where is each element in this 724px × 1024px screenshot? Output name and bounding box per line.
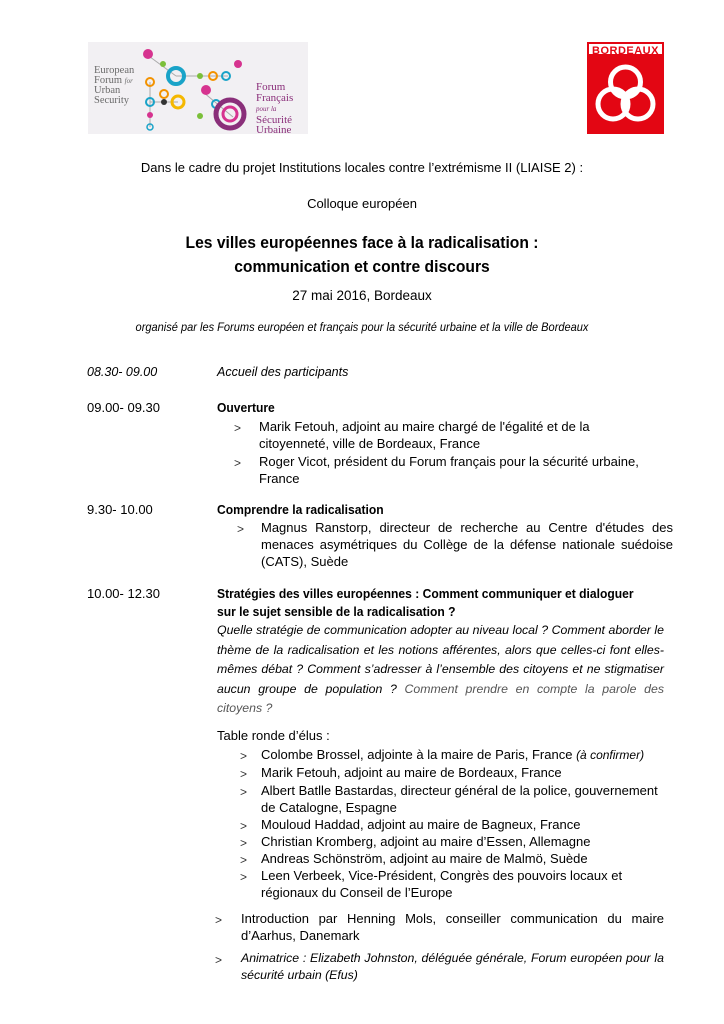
efus-logo xyxy=(88,42,308,134)
session3-speaker1: Magnus Ranstorp, directeur de recherche au Centre d'études des menaces asymétriques du Collège de la défense nationale suédoise (CATS), Suède xyxy=(261,520,673,569)
elu-item-7: Leen Verbeek, Vice-Président, Congrès des pouvoirs locaux et régionaux du Conseil de l’Europe xyxy=(261,868,623,900)
elu-1-text: Colombe Brossel, adjointe à la maire de Paris, France xyxy=(261,747,573,762)
bullet-icon: > xyxy=(234,456,242,470)
session4-label-line1: Stratégies des villes européennes : Comment communiquer et dialoguer xyxy=(217,586,634,601)
efus-en-line1: European xyxy=(94,65,135,76)
moderator-item: Animatrice : Elizabeth Johnston, déléguée générale, Forum européen pour la sécurité urbain (Efus) xyxy=(241,951,664,982)
session4-label-line2: sur le sujet sensible de la radicalisation ? xyxy=(217,604,456,619)
elu-item-2: Marik Fetouh, adjoint au maire de Bordeaux, France xyxy=(261,765,562,780)
efus-en-line4: Security xyxy=(94,95,129,106)
session4-questions-grey: Comment prendre en compte la parole des citoyens ? xyxy=(217,681,665,715)
efus-fr-line3: Sécurité xyxy=(256,113,293,126)
elu-item-4: Mouloud Haddad, adjoint au maire de Bagneux, France xyxy=(261,817,581,832)
session1-label: Accueil des participants xyxy=(217,365,349,379)
efus-fr-line4: Urbaine xyxy=(256,124,292,136)
session1-time: 08.30- 09.00 xyxy=(87,365,158,379)
elu-1-note: (à confirmer) xyxy=(576,748,645,762)
session3-time: 9.30- 10.00 xyxy=(87,502,153,517)
event-type: Colloque européen xyxy=(307,196,417,211)
session2-time: 09.00- 09.30 xyxy=(87,400,161,415)
page-title-line1: Les villes européennes face à la radicalisation : xyxy=(185,233,539,252)
efus-en-forum: Forum xyxy=(94,75,123,86)
elu-item-6: Andreas Schönström, adjoint au maire de Malmö, Suède xyxy=(261,851,588,866)
bullet-icon: > xyxy=(240,767,248,781)
bullet-icon: > xyxy=(240,836,248,850)
bullet-icon: > xyxy=(240,749,248,763)
elu-item-1 xyxy=(261,746,671,764)
efus-fr-francais: Français xyxy=(256,91,294,104)
bordeaux-emblem-icon xyxy=(587,56,664,134)
efus-fr-line1: Forum xyxy=(256,81,286,93)
session4-questions-text: Quelle stratégie de communication adopter au niveau local ? Comment aborder le thème de la radicalisation et les notions afférentes, alors que celles-ci font elles-mêmes débat ? Comment s’adresser à l’ensemble des citoyens et ne stigmatiser aucun groupe de population ? xyxy=(217,623,664,696)
session4-time: 10.00- 12.30 xyxy=(87,586,161,601)
bordeaux-logo xyxy=(587,42,664,134)
efus-en-line3: Urban xyxy=(94,85,121,96)
bullet-icon: > xyxy=(240,819,248,833)
efus-english-name xyxy=(94,66,134,106)
bullet-icon: > xyxy=(215,953,223,967)
bullet-icon: > xyxy=(240,785,248,799)
elu-item-3: Albert Batlle Bastardas, directeur général de la police, gouvernement de Catalogne, Espagne xyxy=(261,783,658,815)
introduction-item: Introduction par Henning Mols, conseiller communication du maire d’Aarhus, Danemark xyxy=(241,911,664,943)
session2-speaker2: Roger Vicot, président du Forum français pour la sécurité urbaine, France xyxy=(259,454,639,486)
bullet-icon: > xyxy=(240,853,248,867)
event-date: 27 mai 2016, Bordeaux xyxy=(292,288,432,303)
round-table-title: Table ronde d’élus : xyxy=(217,728,330,743)
page-title-line2: communication et contre discours xyxy=(234,257,490,276)
efus-fr-line2 xyxy=(256,93,308,115)
session2-label: Ouverture xyxy=(217,400,275,415)
bullet-icon: > xyxy=(240,870,248,884)
bullet-icon: > xyxy=(215,913,223,927)
session4-questions xyxy=(217,621,664,719)
session3-label: Comprendre la radicalisation xyxy=(217,502,384,517)
organizers-line: organisé par les Forums européen et français pour la sécurité urbaine et la ville de Bordeaux xyxy=(135,320,589,334)
efus-fr-pour-la: pour la xyxy=(256,105,277,113)
project-context-line: Dans le cadre du projet Institutions locales contre l’extrémisme II (LIAISE 2) : xyxy=(140,160,584,175)
efus-french-name xyxy=(256,82,308,136)
elu-item-5: Christian Kromberg, adjoint au maire d’Essen, Allemagne xyxy=(261,834,591,849)
bullet-icon: > xyxy=(234,421,242,435)
bullet-icon: > xyxy=(237,522,245,536)
efus-en-for: for xyxy=(124,77,133,85)
bordeaux-logo-text: BORDEAUX xyxy=(587,42,664,56)
session2-speaker1: Marik Fetouh, adjoint au maire chargé de l'égalité et de la citoyenneté, ville de Bordeaux, France xyxy=(259,419,590,451)
